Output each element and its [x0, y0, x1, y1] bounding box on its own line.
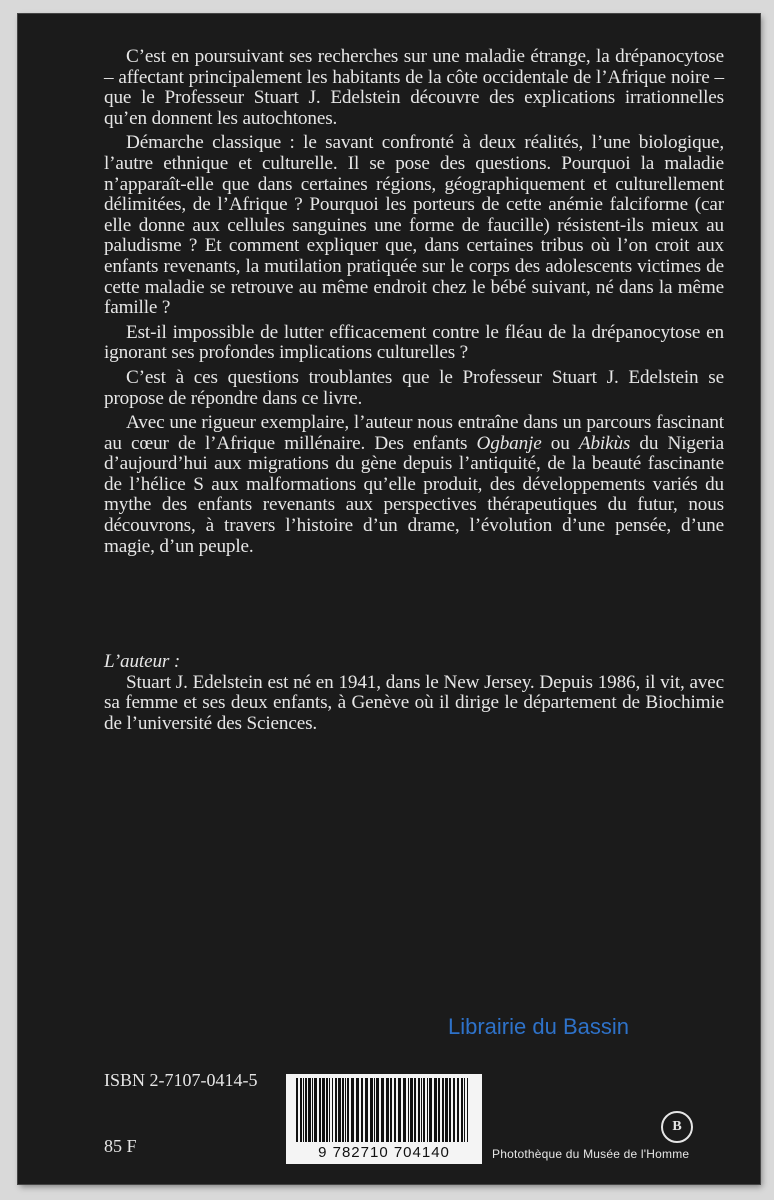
blurb-text	[104, 47, 724, 561]
barcode	[286, 1074, 482, 1164]
author-bio: Stuart J. Edelstein est né en 1941, dans le New Jersey. Depuis 1986, il vit, avec sa femme et ses deux enfants, à Genève où il dirige le département de Biochimie de l’université des Sciences.	[104, 671, 724, 734]
isbn-label: ISBN 2-7107-0414-5	[104, 1070, 258, 1090]
blurb-paragraph-1: C’est en poursuivant ses recherches sur une maladie étrange, la drépanocytose – affectant principalement les habitants de la côte occidentale de l’Afrique noire – que le Professeur Stuart J. Edelstein découvre des explications irrationnelles qu’en donnent les autochtones.	[104, 46, 724, 129]
bookseller-stamp: Librairie du Bassin	[448, 1014, 629, 1039]
book-back-cover	[18, 14, 760, 1184]
blurb-p5-ogbanje: Ogbanje	[476, 432, 542, 454]
photo-credit: Photothèque du Musée de l'Homme	[492, 1147, 690, 1161]
blurb-paragraph-2: Démarche classique : le savant confronté à deux réalités, l’une biologique, l’autre ethnique et culturelle. Il se pose des questions. Pourquoi la maladie n’apparaît-elle que dans certaines régions, géographiquement et culturellement délimitées, de l’Afrique ? Pourquoi les porteurs de cette anémie falciforme (car elle donne aux cellules sanguines une forme de faucille) résistent-ils mieux au paludisme ? Et comment expliquer que, dans certaines tribus où l’on croit aux enfants revenants, la mutilation pratiquée sur le corps des adolescents victimes de cette maladie se retrouve au même endroit chez le bébé suivant, né dans la même famille ?	[104, 132, 724, 319]
price-label: 85 F	[104, 1136, 137, 1156]
blurb-paragraph-4: C’est à ces questions troublantes que le Professeur Stuart J. Edelstein se propose de répondre dans ce livre.	[104, 366, 724, 409]
blurb-paragraph-5	[104, 413, 724, 557]
blurb-p5-mid: ou	[541, 432, 579, 454]
barcode-number: 9 782710 704140	[318, 1144, 450, 1161]
blurb-p5-start: Avec une rigueur exemplaire, l’auteur nous entraîne dans un parcours fascinant au cœur de l’Afrique millénaire. Des enfants	[104, 412, 724, 454]
author-heading: L’auteur :	[104, 651, 181, 672]
blurb-paragraph-3: Est-il impossible de lutter efficacement contre le fléau de la drépanocytose en ignorant ses profondes implications culturelles ?	[104, 321, 724, 364]
blurb-p5-end: du Nigeria d’aujourd’hui aux migrations du gène depuis l’antiquité, de la beauté fascinante de l’hélice S aux malformations qu’elle produit, des développements variés du mythe des enfants revenants aux perspectives thérapeutiques du futur, nous découvrons, à travers l’histoire d’un drame, l’évolution d’une pensée, d’une magie, d’un peuple.	[104, 432, 725, 557]
blurb-p5-abikus: Abikùs	[578, 432, 631, 454]
author-section	[104, 652, 724, 734]
barcode-bars	[296, 1078, 472, 1142]
publisher-logo-icon: B	[661, 1111, 693, 1143]
